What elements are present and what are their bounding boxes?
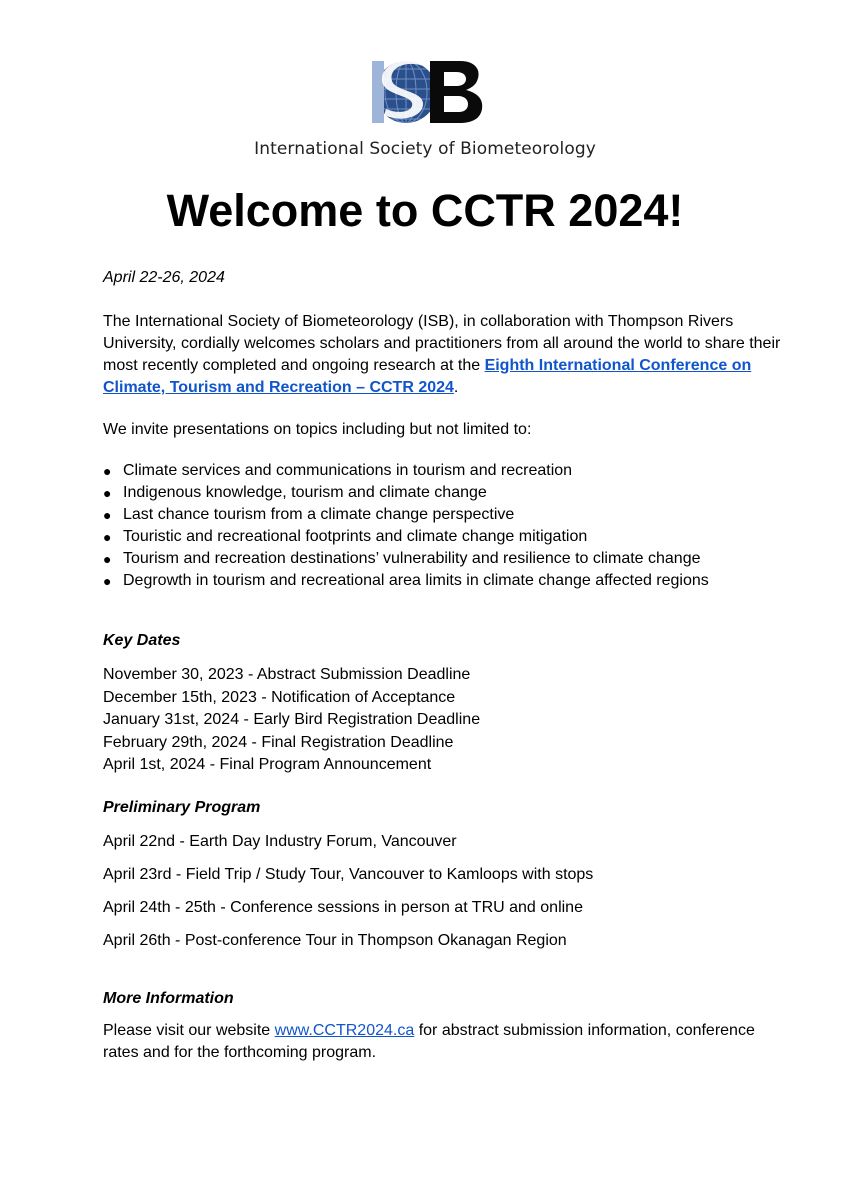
intro-text-end: . xyxy=(453,379,459,396)
key-date-item: December 15th, 2023 - Notification of Acceptance xyxy=(103,688,456,706)
key-dates-list xyxy=(103,664,783,777)
list-item-text: Degrowth in tourism and recreational area limits in climate change affected regions xyxy=(123,572,709,589)
intro-paragraph xyxy=(103,311,783,399)
bullet-icon: ● xyxy=(103,551,112,567)
bullet-icon: ● xyxy=(103,507,112,523)
list-item xyxy=(103,482,783,504)
key-date-item: November 30, 2023 - Abstract Submission Deadline xyxy=(103,666,471,683)
key-date-item: April 1st, 2024 - Final Program Announcement xyxy=(103,756,432,773)
list-item-text: Indigenous knowledge, tourism and climate change xyxy=(123,484,487,501)
isb-logo xyxy=(368,55,486,129)
list-item-text: Climate services and communications in tourism and recreation xyxy=(123,462,573,479)
topics-list xyxy=(103,460,783,592)
invite-text: We invite presentations on topics including but not limited to: xyxy=(103,421,532,438)
more-info-heading: More Information xyxy=(103,989,234,1007)
program-item: April 24th - 25th - Conference sessions in person at TRU and online xyxy=(103,898,583,916)
program-list xyxy=(103,831,783,952)
organization-name: International Society of Biometeorology xyxy=(254,139,596,159)
bullet-icon: ● xyxy=(103,573,112,589)
list-item xyxy=(103,526,783,548)
program-item: April 23rd - Field Trip / Study Tour, Vancouver to Kamloops with stops xyxy=(103,865,594,883)
program-heading: Preliminary Program xyxy=(103,798,261,816)
list-item xyxy=(103,460,783,482)
page-title: Welcome to CCTR 2024! xyxy=(166,185,684,236)
more-info-text xyxy=(103,1020,783,1064)
list-item xyxy=(103,548,783,570)
key-dates-heading: Key Dates xyxy=(103,632,181,649)
event-dates: April 22-26, 2024 xyxy=(103,269,225,286)
list-item-text: Last chance tourism from a climate change perspective xyxy=(123,506,515,523)
key-date-item: February 29th, 2024 - Final Registration Deadline xyxy=(103,733,454,751)
website-link[interactable]: www.CCTR2024.ca xyxy=(274,1021,415,1039)
program-item: April 26th - Post-conference Tour in Thompson Okanagan Region xyxy=(103,931,567,949)
bullet-icon: ● xyxy=(103,529,112,545)
conference-link[interactable]: Eighth International Conference on Climate, Tourism and Recreation – CCTR 2024 xyxy=(103,357,752,396)
list-item-text: Tourism and recreation destinations’ vulnerability and resilience to climate change xyxy=(123,550,701,567)
more-info-text-end: for abstract submission information, conference rates and for the forthcoming program. xyxy=(103,1021,755,1061)
list-item xyxy=(103,570,783,592)
intro-text: The International Society of Biometeorology (ISB), in collaboration with Thompson Rivers University, cordially welcomes scholars and practitioners from all around the world to share their most recently completed and ongoing research at the xyxy=(103,313,781,374)
list-item-text: Touristic and recreational footprints and climate change mitigation xyxy=(123,528,588,545)
list-item xyxy=(103,504,783,526)
document-body xyxy=(103,267,783,1064)
bullet-icon: ● xyxy=(103,463,112,479)
bullet-icon: ● xyxy=(103,485,112,501)
more-info-text-start: Please visit our website xyxy=(103,1021,275,1039)
program-item: April 22nd - Earth Day Industry Forum, Vancouver xyxy=(103,832,457,850)
key-date-item: January 31st, 2024 - Early Bird Registration Deadline xyxy=(103,711,481,728)
